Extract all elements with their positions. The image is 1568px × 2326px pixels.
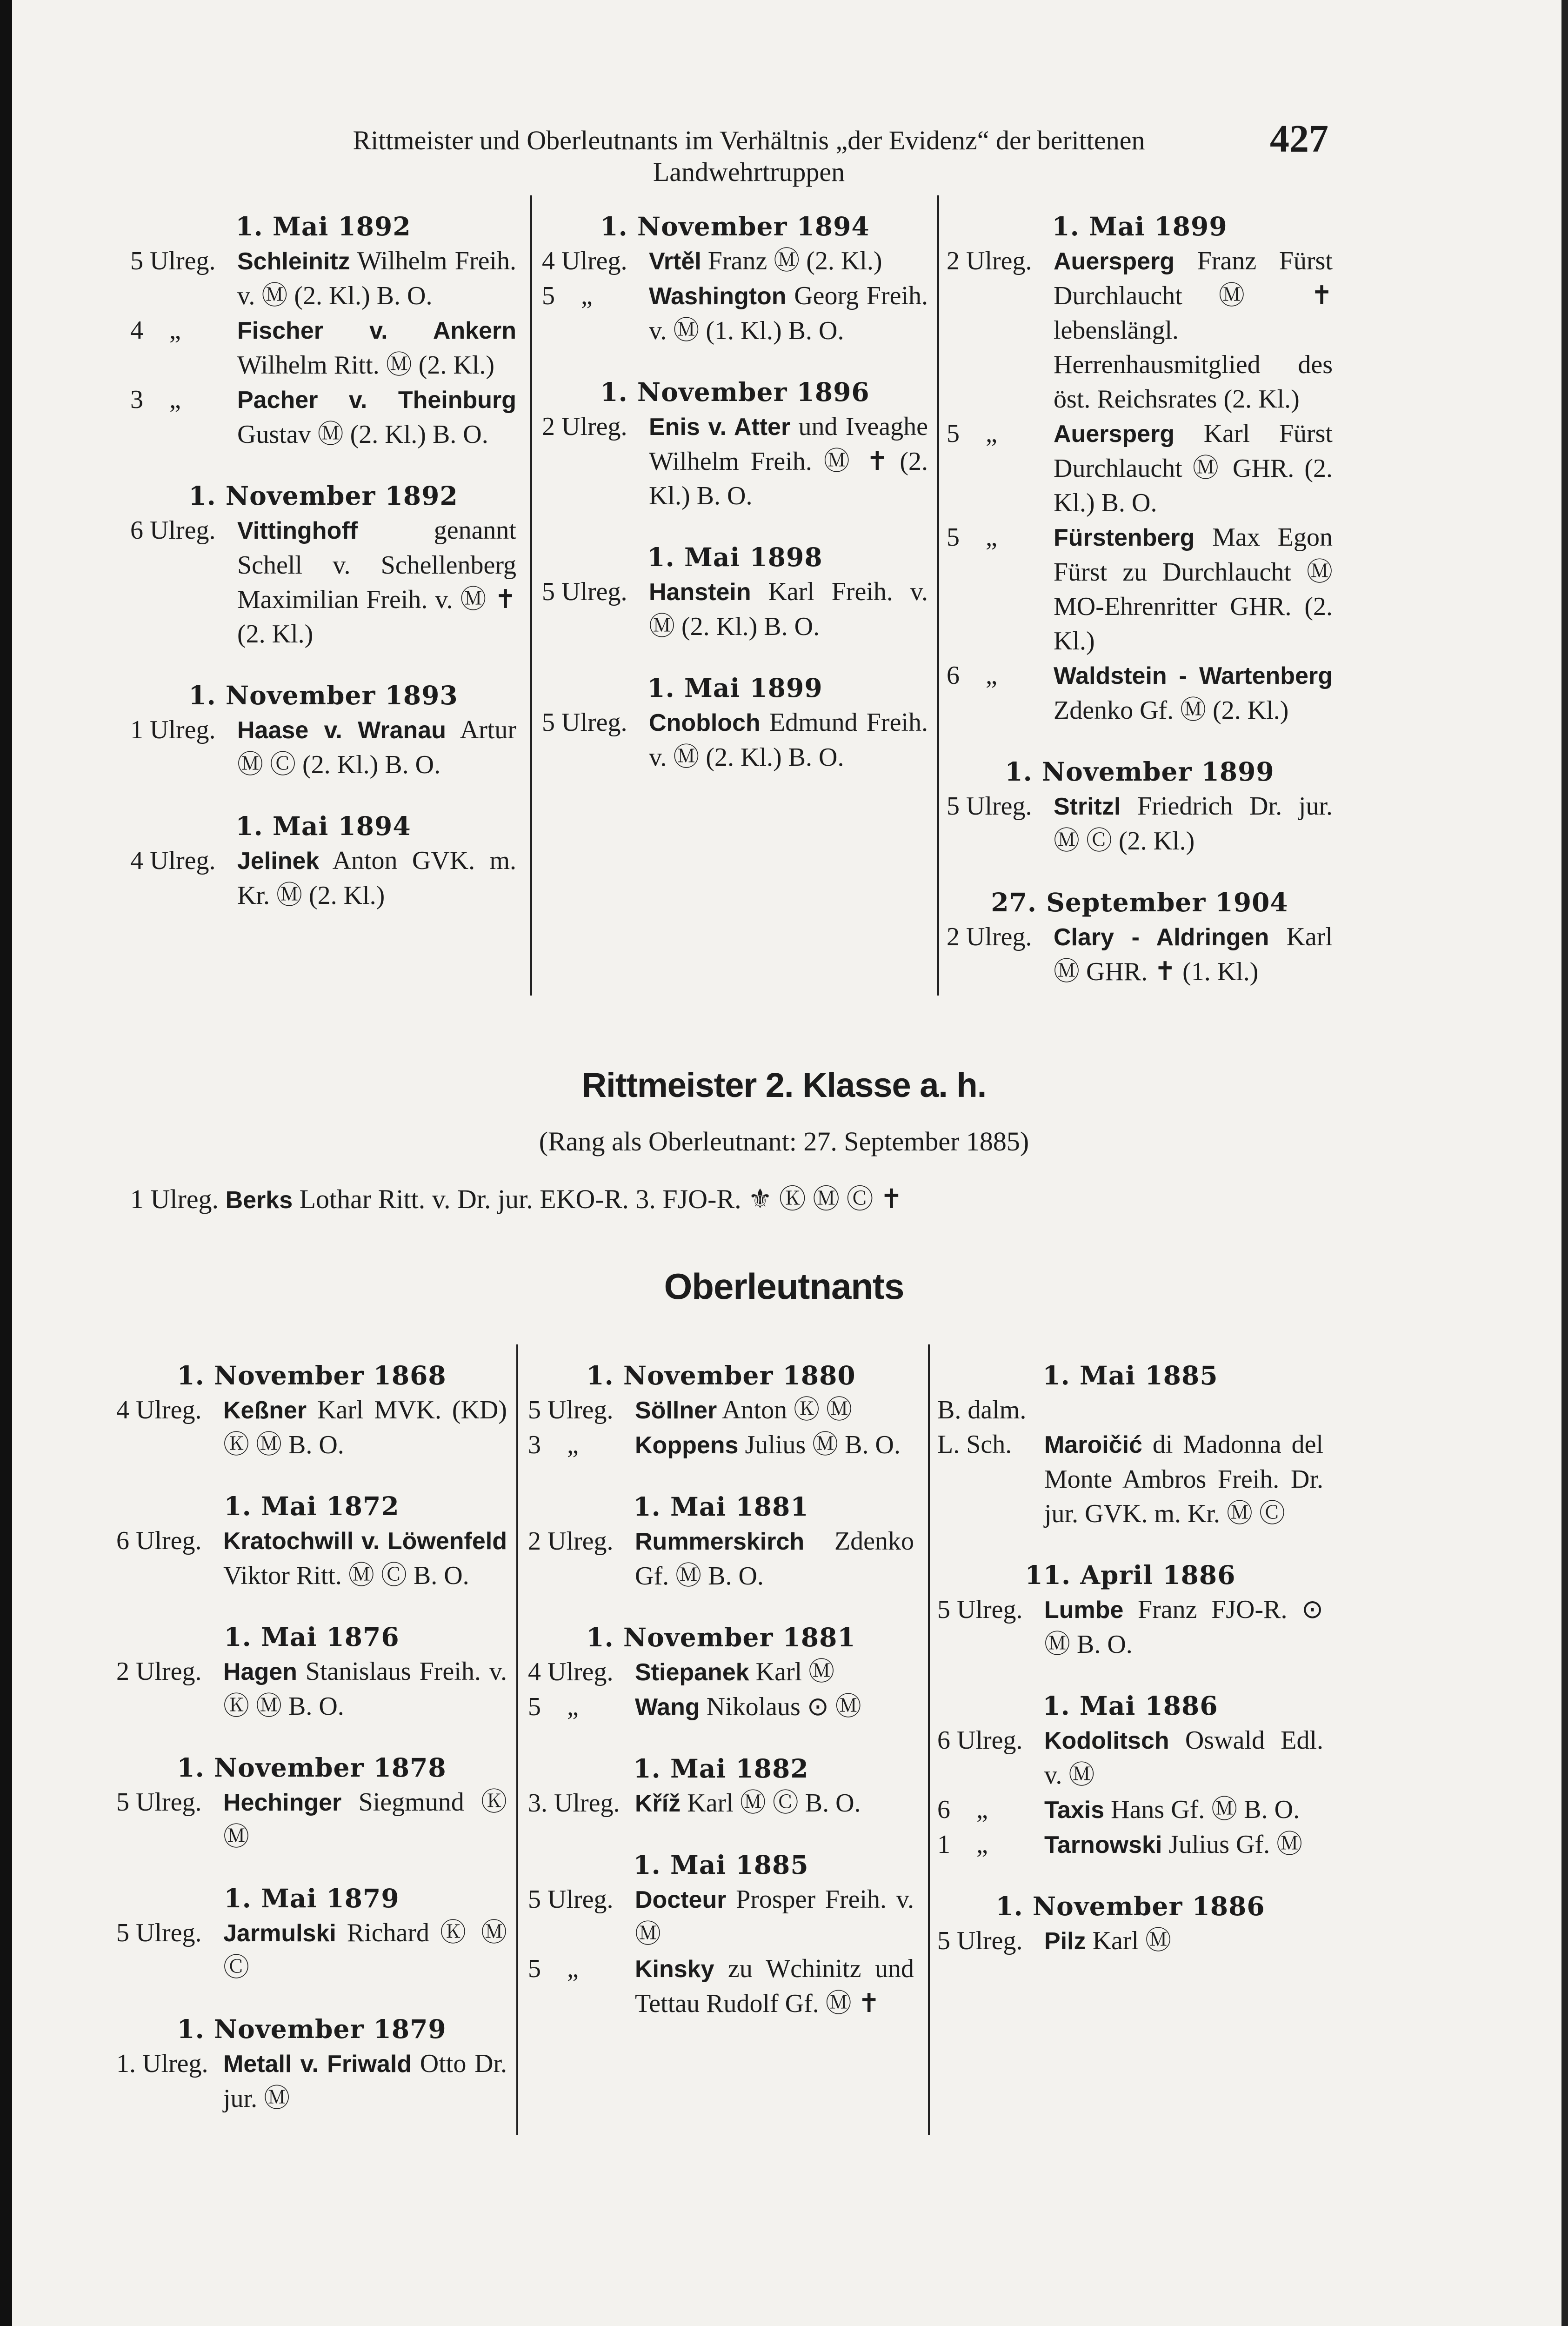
entry-text: Max Egon Fürst zu Durchlaucht Ⓜ MO-Ehrenritter GHR. (2. Kl.) bbox=[1054, 523, 1333, 655]
entry-text: Karl Freih. v. Ⓜ (2. Kl.) B. O. bbox=[649, 577, 928, 641]
entry-body bbox=[1044, 1924, 1323, 1958]
rittmeister-column-2 bbox=[542, 209, 928, 775]
list-item bbox=[937, 1792, 1323, 1827]
list-item bbox=[528, 1428, 914, 1463]
entry-text: Anton Ⓚ Ⓜ bbox=[717, 1396, 853, 1424]
entry-text: di Madonna del Monte Ambros Freih. Dr. jur. GVK. m. Kr. Ⓜ Ⓒ bbox=[1044, 1430, 1323, 1528]
entry-body bbox=[1054, 920, 1333, 989]
list-item bbox=[937, 1827, 1323, 1862]
entry-number: 2 Ulreg. bbox=[947, 247, 1032, 275]
entry-number: 5 „ bbox=[528, 1954, 579, 1983]
list-item bbox=[937, 1592, 1323, 1662]
list-item bbox=[130, 1177, 903, 1216]
entry-name: Koppens bbox=[635, 1432, 739, 1459]
entry-text: Nikolaus ⊙ Ⓜ bbox=[700, 1692, 861, 1721]
entry-text: Stanislaus Freih. v. Ⓚ Ⓜ B. O. bbox=[223, 1657, 507, 1721]
entry-name: Vittinghoff bbox=[237, 517, 358, 544]
entry-text: Zdenko Gf. Ⓜ (2. Kl.) bbox=[1054, 696, 1289, 725]
entry-text: Karl Fürst Durchlaucht Ⓜ GHR. (2. Kl.) B. O. bbox=[1054, 419, 1333, 517]
entry-body bbox=[649, 244, 928, 279]
entry-body bbox=[635, 1786, 914, 1821]
list-item bbox=[528, 1952, 914, 2021]
entry-text: Edmund Freih. v. Ⓜ (2. Kl.) B. O. bbox=[649, 708, 928, 772]
list-item bbox=[130, 382, 516, 452]
entry-number: 5 Ulreg. bbox=[116, 1918, 202, 1947]
entry-body bbox=[635, 1952, 914, 2021]
entry-name: Stiepanek bbox=[635, 1659, 749, 1686]
scan-edge-right bbox=[1561, 0, 1568, 2326]
entry-number: 5 Ulreg. bbox=[528, 1396, 614, 1424]
oberleutnants-column-2 bbox=[528, 1358, 914, 2021]
rank-date-heading: 1. November 1896 bbox=[600, 377, 870, 407]
rank-date-heading: 1. November 1899 bbox=[1005, 756, 1274, 787]
entry-number: 5 Ulreg. bbox=[528, 1885, 614, 1914]
rank-date-heading: 1. Mai 1894 bbox=[235, 811, 411, 841]
entry-number: 1 Ulreg. bbox=[130, 1184, 219, 1214]
entry-name: Rummerskirch bbox=[635, 1528, 805, 1555]
entry-body bbox=[635, 1690, 914, 1724]
rittmeister-column-1 bbox=[130, 209, 516, 913]
rank-date-heading: 1. November 1879 bbox=[177, 2014, 447, 2044]
entry-body bbox=[237, 513, 516, 651]
entry-text: Karl Ⓜ GHR. ✝ (1. Kl.) bbox=[1054, 922, 1333, 986]
entry-number: 4 Ulreg. bbox=[116, 1396, 202, 1424]
rank-date-heading: 1. Mai 1882 bbox=[633, 1753, 809, 1784]
list-item bbox=[116, 1524, 507, 1593]
oberleutnants-column-1 bbox=[116, 1358, 507, 2116]
entry-body bbox=[223, 1393, 507, 1462]
entry-name: Jarmulski bbox=[223, 1920, 336, 1947]
list-item bbox=[130, 713, 516, 782]
entry-name: Enis v. Atter bbox=[649, 414, 791, 441]
entry-text: Siegmund Ⓚ Ⓜ bbox=[223, 1788, 507, 1851]
entry-name: Hechinger bbox=[223, 1789, 342, 1816]
column-divider bbox=[928, 1344, 930, 2135]
entry-name: Schleinitz bbox=[237, 248, 350, 275]
entry-number: 5 „ bbox=[947, 419, 997, 448]
scan-edge-left bbox=[0, 0, 12, 2326]
header-line-1: Rittmeister und Oberleutnants im Verhältnis „der Evidenz“ der berittenen bbox=[353, 125, 1145, 155]
entry-body bbox=[1054, 416, 1333, 520]
entry-text: und Iveaghe Wilhelm Freih. Ⓜ ✝ (2. Kl.) B. O. bbox=[649, 412, 928, 510]
entry-number: 3 „ bbox=[130, 385, 181, 414]
list-item bbox=[947, 520, 1333, 658]
list-item bbox=[130, 843, 516, 913]
rank-date-heading: 1. November 1881 bbox=[586, 1622, 856, 1652]
list-item bbox=[116, 1916, 507, 1985]
entry-body bbox=[1044, 1792, 1323, 1827]
entry-number: 5 „ bbox=[947, 523, 997, 552]
entry-name: Kříž bbox=[635, 1790, 681, 1817]
rank-date-heading: 1. Mai 1886 bbox=[1042, 1691, 1218, 1721]
entry-text: Karl MVK. (KD) Ⓚ Ⓜ B. O. bbox=[223, 1396, 507, 1459]
entry-name: Haase v. Wranau bbox=[237, 717, 446, 744]
entry-body bbox=[237, 843, 516, 913]
list-item bbox=[947, 920, 1333, 989]
entry-body bbox=[635, 1393, 914, 1428]
entry-name: Vrtěl bbox=[649, 248, 701, 275]
list-item bbox=[542, 409, 928, 513]
entry-number: 5 Ulreg. bbox=[937, 1926, 1023, 1955]
entry-number: 1 „ bbox=[937, 1830, 988, 1859]
entry-name: Kinsky bbox=[635, 1956, 714, 1983]
entry-text: Karl Ⓜ bbox=[1086, 1926, 1172, 1955]
entry-name: Clary - Aldringen bbox=[1054, 924, 1269, 951]
entry-text: Oswald Edl. v. Ⓜ bbox=[1044, 1726, 1323, 1790]
entry-text: zu Wchinitz und Tettau Rudolf Gf. Ⓜ ✝ bbox=[635, 1954, 914, 2018]
list-item bbox=[130, 513, 516, 651]
page-number: 427 bbox=[1270, 117, 1328, 160]
entry-name: Pilz bbox=[1044, 1928, 1086, 1955]
entry-body bbox=[237, 244, 516, 313]
rank-date-heading: 1. November 1894 bbox=[600, 211, 870, 241]
oberleutnants-column-3 bbox=[937, 1358, 1323, 1958]
entry-number: 5 „ bbox=[542, 281, 593, 310]
entry-name: Auersperg bbox=[1054, 421, 1175, 448]
entry-number: 4 Ulreg. bbox=[542, 247, 627, 275]
entry-number: 5 Ulreg. bbox=[130, 247, 216, 275]
list-item bbox=[542, 575, 928, 644]
entry-name: Wang bbox=[635, 1694, 700, 1721]
list-item bbox=[528, 1690, 914, 1724]
entry-text: Karl Ⓜ bbox=[749, 1658, 835, 1686]
rank-date-heading: 1. November 1868 bbox=[177, 1360, 447, 1390]
list-item bbox=[116, 1654, 507, 1724]
column-divider bbox=[937, 195, 939, 996]
entry-body bbox=[649, 279, 928, 348]
rank-date-heading: 11. April 1886 bbox=[1025, 1560, 1236, 1590]
section-title-rittmeister-2: Rittmeister 2. Klasse a. h. bbox=[581, 1066, 987, 1104]
rittmeister-column-3 bbox=[947, 209, 1333, 989]
entry-text: Franz Ⓜ (2. Kl.) bbox=[701, 247, 882, 275]
entry-name: Jelinek bbox=[237, 848, 320, 875]
rank-date-heading: 27. September 1904 bbox=[991, 887, 1288, 917]
list-item bbox=[130, 244, 516, 313]
entry-number: 2 Ulreg. bbox=[947, 922, 1032, 951]
list-item bbox=[542, 705, 928, 775]
list-item bbox=[542, 279, 928, 348]
entry-number: 5 Ulreg. bbox=[542, 708, 627, 737]
entry-text: Lothar Ritt. v. Dr. jur. EKO-R. 3. FJO-R. ⚜ Ⓚ Ⓜ Ⓒ ✝ bbox=[293, 1184, 903, 1214]
entry-name: Stritzl bbox=[1054, 793, 1121, 820]
rank-date-heading: 1. Mai 1881 bbox=[633, 1491, 809, 1522]
entry-body bbox=[223, 1916, 507, 1985]
running-header bbox=[260, 125, 1237, 188]
entry-name: Maroičić bbox=[1044, 1431, 1142, 1458]
rang-note: (Rang als Oberleutnant: 27. September 1885) bbox=[539, 1126, 1029, 1156]
entry-body bbox=[223, 1654, 507, 1724]
list-item bbox=[937, 1723, 1323, 1792]
entry-text: Georg Freih. v. Ⓜ (1. Kl.) B. O. bbox=[649, 281, 928, 345]
entry-number: 5 Ulreg. bbox=[947, 792, 1032, 821]
list-item bbox=[937, 1427, 1323, 1531]
entry-body bbox=[649, 409, 928, 513]
entry-text: Julius Gf. Ⓜ bbox=[1162, 1830, 1303, 1859]
rank-date-heading: 1. November 1893 bbox=[188, 680, 458, 710]
rank-date-heading: 1. November 1878 bbox=[177, 1752, 447, 1783]
entry-number: 5 Ulreg. bbox=[116, 1788, 202, 1817]
entry-body bbox=[237, 313, 516, 382]
entry-body bbox=[223, 2046, 507, 2116]
entry-text: Franz Fürst Durchlaucht Ⓜ ✝ lebenslängl. Herrenhausmitglied des öst. Reichsrates (2. Kl.) bbox=[1054, 247, 1333, 414]
entry-body bbox=[1044, 1827, 1323, 1862]
entry-text: Julius Ⓜ B. O. bbox=[738, 1430, 901, 1459]
entry-text: Artur Ⓜ Ⓒ (2. Kl.) B. O. bbox=[237, 715, 516, 779]
entry-body bbox=[1054, 789, 1333, 858]
rank-date-heading: 1. Mai 1899 bbox=[647, 673, 823, 703]
entry-number: 6 Ulreg. bbox=[937, 1726, 1023, 1755]
entry-number: 5 Ulreg. bbox=[542, 577, 627, 606]
entry-number: 5 Ulreg. bbox=[937, 1595, 1023, 1624]
entry-body bbox=[1054, 244, 1333, 416]
entry-name: Kratochwill v. Löwenfeld bbox=[223, 1528, 507, 1555]
entry-number: 6 Ulreg. bbox=[130, 516, 216, 545]
section-title-oberleutnants: Oberleutnants bbox=[664, 1266, 904, 1307]
rank-date-heading: 1. Mai 1879 bbox=[224, 1883, 400, 1913]
entry-name: Kodolitsch bbox=[1044, 1727, 1169, 1754]
entry-number: 2 Ulreg. bbox=[528, 1527, 614, 1556]
list-item bbox=[947, 244, 1333, 416]
entry-number: 4 „ bbox=[130, 316, 181, 345]
entry-body bbox=[1044, 1427, 1323, 1531]
list-item bbox=[947, 416, 1333, 520]
entry-body bbox=[649, 575, 928, 644]
entry-number: L. Sch. bbox=[937, 1430, 1012, 1459]
rank-date-heading: 1. Mai 1899 bbox=[1052, 211, 1228, 241]
list-item bbox=[528, 1786, 914, 1821]
list-item bbox=[528, 1393, 914, 1428]
list-item bbox=[937, 1924, 1323, 1958]
entry-number: 2 Ulreg. bbox=[116, 1657, 202, 1686]
entry-text: Friedrich Dr. jur. Ⓜ Ⓒ (2. Kl.) bbox=[1054, 792, 1333, 856]
entry-name: Hagen bbox=[223, 1658, 297, 1685]
entry-text: Gustav Ⓜ (2. Kl.) B. O. bbox=[237, 420, 488, 449]
entry-number: 2 Ulreg. bbox=[542, 412, 627, 441]
list-item bbox=[937, 1393, 1323, 1427]
entry-number: 6 Ulreg. bbox=[116, 1526, 202, 1555]
entry-body bbox=[1054, 658, 1333, 728]
entry-name: Fürstenberg bbox=[1054, 524, 1195, 551]
list-item bbox=[528, 1655, 914, 1690]
entry-name: Lumbe bbox=[1044, 1597, 1124, 1624]
entry-number: 4 Ulreg. bbox=[528, 1658, 614, 1686]
list-item bbox=[130, 313, 516, 382]
rank-date-heading: 1. Mai 1898 bbox=[647, 542, 823, 572]
entry-number: 6 „ bbox=[947, 661, 997, 690]
entry-body bbox=[237, 713, 516, 782]
entry-text: Wilhelm Freih. v. Ⓜ (2. Kl.) B. O. bbox=[237, 247, 516, 310]
entry-text: Franz FJO-R. ⊙ Ⓜ B. O. bbox=[1044, 1595, 1323, 1659]
column-divider bbox=[516, 1344, 518, 2135]
entry-body bbox=[223, 1785, 507, 1854]
entry-body bbox=[1044, 1723, 1323, 1792]
entry-text: Prosper Freih. v. Ⓜ bbox=[635, 1885, 914, 1949]
rank-date-heading: 1. November 1892 bbox=[188, 481, 458, 511]
entry-name: Berks bbox=[225, 1187, 293, 1214]
entry-text: Anton GVK. m. Kr. Ⓜ (2. Kl.) bbox=[237, 846, 516, 910]
rank-date-heading: 1. Mai 1872 bbox=[224, 1491, 400, 1521]
entry-name: Söllner bbox=[635, 1397, 717, 1424]
entry-name: Waldstein - Wartenberg bbox=[1054, 662, 1333, 689]
entry-body bbox=[635, 1655, 914, 1690]
entry-number: 1. Ulreg. bbox=[116, 2049, 208, 2078]
entry-name: Tarnowski bbox=[1044, 1831, 1162, 1858]
entry-number: 4 Ulreg. bbox=[130, 846, 216, 875]
entry-name: Pacher v. Theinburg bbox=[237, 387, 516, 414]
entry-body bbox=[635, 1524, 914, 1593]
rank-date-heading: 1. November 1880 bbox=[586, 1360, 856, 1390]
rank-date-heading: 1. Mai 1876 bbox=[224, 1622, 400, 1652]
entry-body bbox=[635, 1882, 914, 1952]
entry-name: Docteur bbox=[635, 1886, 727, 1913]
entry-body bbox=[1054, 520, 1333, 658]
entry-body bbox=[1044, 1393, 1323, 1427]
entry-body bbox=[635, 1428, 914, 1463]
entry-name: Taxis bbox=[1044, 1797, 1105, 1824]
entry-number: 3 „ bbox=[528, 1430, 579, 1459]
entry-number: 3. Ulreg. bbox=[528, 1789, 620, 1818]
entry-text: genannt Schell v. Schellenberg Maximilian Freih. v. Ⓜ ✝ (2. Kl.) bbox=[237, 516, 516, 648]
list-item bbox=[542, 244, 928, 279]
rank-date-heading: 1. Mai 1885 bbox=[633, 1850, 809, 1880]
list-item bbox=[528, 1882, 914, 1952]
list-item bbox=[116, 1393, 507, 1462]
column-divider bbox=[530, 195, 532, 996]
entry-text: Otto Dr. jur. Ⓜ bbox=[223, 2049, 507, 2113]
entry-body bbox=[1044, 1592, 1323, 1662]
entry-text: Wilhelm Ritt. Ⓜ (2. Kl.) bbox=[237, 351, 495, 380]
entry-name: Cnobloch bbox=[649, 709, 761, 736]
list-item bbox=[947, 658, 1333, 728]
entry-text: Hans Gf. Ⓜ B. O. bbox=[1104, 1795, 1300, 1824]
list-item bbox=[116, 1785, 507, 1854]
list-item bbox=[528, 1524, 914, 1593]
rank-date-heading: 1. Mai 1892 bbox=[235, 211, 411, 241]
entry-name: Metall v. Friwald bbox=[223, 2051, 412, 2078]
entry-body bbox=[223, 1524, 507, 1593]
entry-body bbox=[237, 382, 516, 452]
entry-number: 1 Ulreg. bbox=[130, 715, 216, 744]
entry-name: Hanstein bbox=[649, 579, 751, 606]
rank-date-heading: 1. November 1886 bbox=[995, 1891, 1265, 1921]
entry-body bbox=[649, 705, 928, 775]
entry-name: Auersperg bbox=[1054, 248, 1175, 275]
rank-date-heading: 1. Mai 1885 bbox=[1042, 1360, 1218, 1390]
entry-number: B. dalm. bbox=[937, 1396, 1027, 1424]
entry-text: Karl Ⓜ Ⓒ B. O. bbox=[681, 1789, 861, 1818]
entry-text: Richard Ⓚ Ⓜ Ⓒ bbox=[223, 1918, 507, 1982]
entry-name: Keßner bbox=[223, 1397, 307, 1424]
header-line-2: Landwehrtruppen bbox=[653, 157, 845, 187]
list-item bbox=[116, 2046, 507, 2116]
entry-number: 5 „ bbox=[528, 1692, 579, 1721]
entry-text: Zdenko Gf. Ⓜ B. O. bbox=[635, 1527, 914, 1591]
entry-text: Viktor Ritt. Ⓜ Ⓒ B. O. bbox=[223, 1561, 469, 1590]
entry-name: Fischer v. Ankern bbox=[237, 317, 516, 344]
list-item bbox=[947, 789, 1333, 858]
entry-name: Washington bbox=[649, 283, 787, 310]
entry-number: 6 „ bbox=[937, 1795, 988, 1824]
